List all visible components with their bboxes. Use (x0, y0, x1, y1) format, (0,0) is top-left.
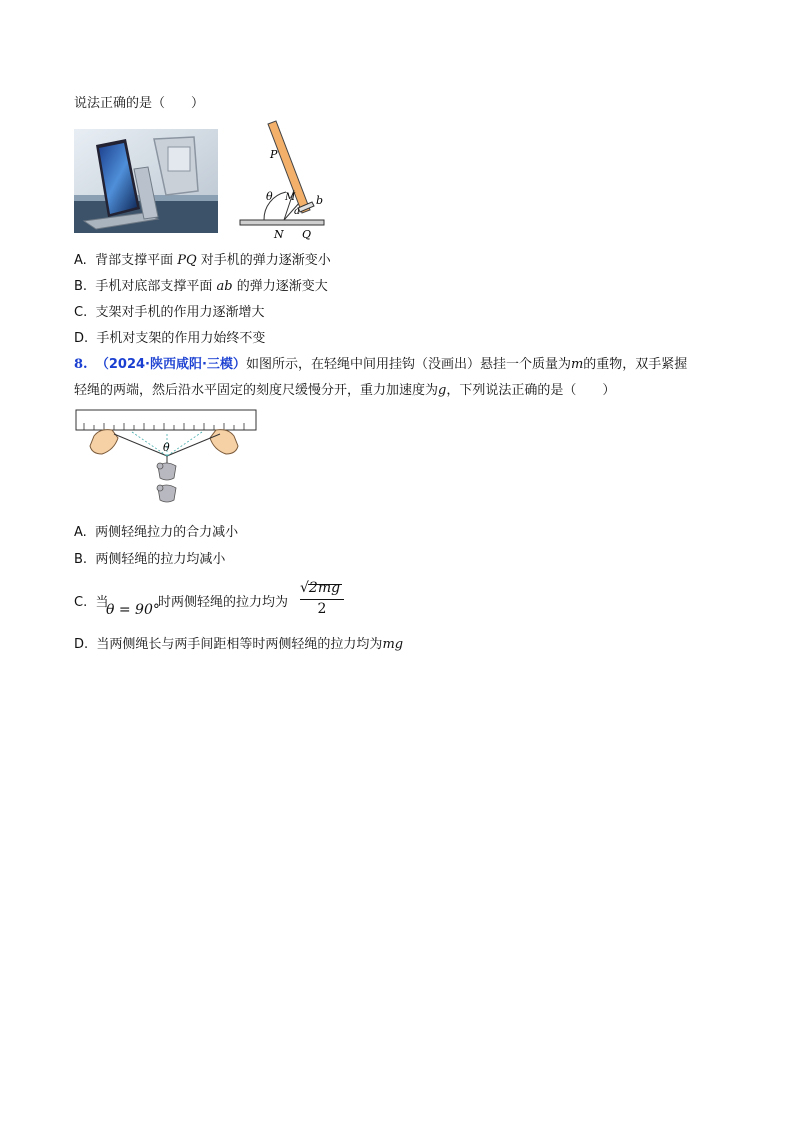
stand-schematic-diagram (236, 116, 336, 242)
q8-option-c: C. 当 (74, 595, 109, 610)
phone-stand-photo (74, 129, 218, 233)
q8-option-d: D. 当两侧绳长与两手间距相等时两侧轻绳的拉力均为mg (74, 637, 404, 652)
label-n: N (274, 228, 284, 241)
label-theta-q8: θ (163, 441, 170, 454)
q8-stem-line1: 8. （2024·陕西咸阳·三模）如图所示，在轻绳中间用挂钩（没画出）悬挂一个质量为m的重物，双手紧握 (74, 357, 688, 372)
label-b: b (316, 194, 324, 207)
q8-fraction-denominator: 2 (317, 601, 327, 617)
q7-option-c: C. 支架对手机的作用力逐渐增大 (74, 305, 265, 320)
label-a: a (294, 206, 300, 217)
q7-stem-tail: 说法正确的是（ ） (74, 96, 205, 111)
q8-option-c-condition: θ = 90° (106, 602, 160, 618)
label-m: M (285, 192, 296, 203)
q7-option-d: D. 手机对支架的作用力始终不变 (74, 331, 266, 346)
q8-stem-line2: 轻绳的两端，然后沿水平固定的刻度尺缓慢分开，重力加速度为g，下列说法正确的是（ ） (74, 383, 616, 398)
rope-ruler-figure (74, 408, 260, 512)
label-q: Q (302, 228, 312, 241)
q8-option-c-mid: 时两侧轻绳的拉力均为 (158, 595, 289, 610)
label-theta: θ (266, 190, 273, 203)
q7-option-a: A. 背部支撑平面 PQ 对手机的弹力逐渐变小 (74, 253, 331, 268)
q8-source: 2024·陕西咸阳·三模 (108, 357, 233, 372)
label-p: P (270, 148, 278, 161)
q8-option-a: A. 两侧轻绳拉力的合力减小 (74, 525, 239, 540)
q8-fraction-numerator: 2mg (308, 580, 341, 596)
q8-option-c-fraction: √2mg 2 (300, 580, 344, 620)
q8-option-b: B. 两侧轻绳的拉力均减小 (74, 552, 226, 567)
q7-option-b: B. 手机对底部支撑平面 ab 的弹力逐渐变大 (74, 279, 328, 294)
